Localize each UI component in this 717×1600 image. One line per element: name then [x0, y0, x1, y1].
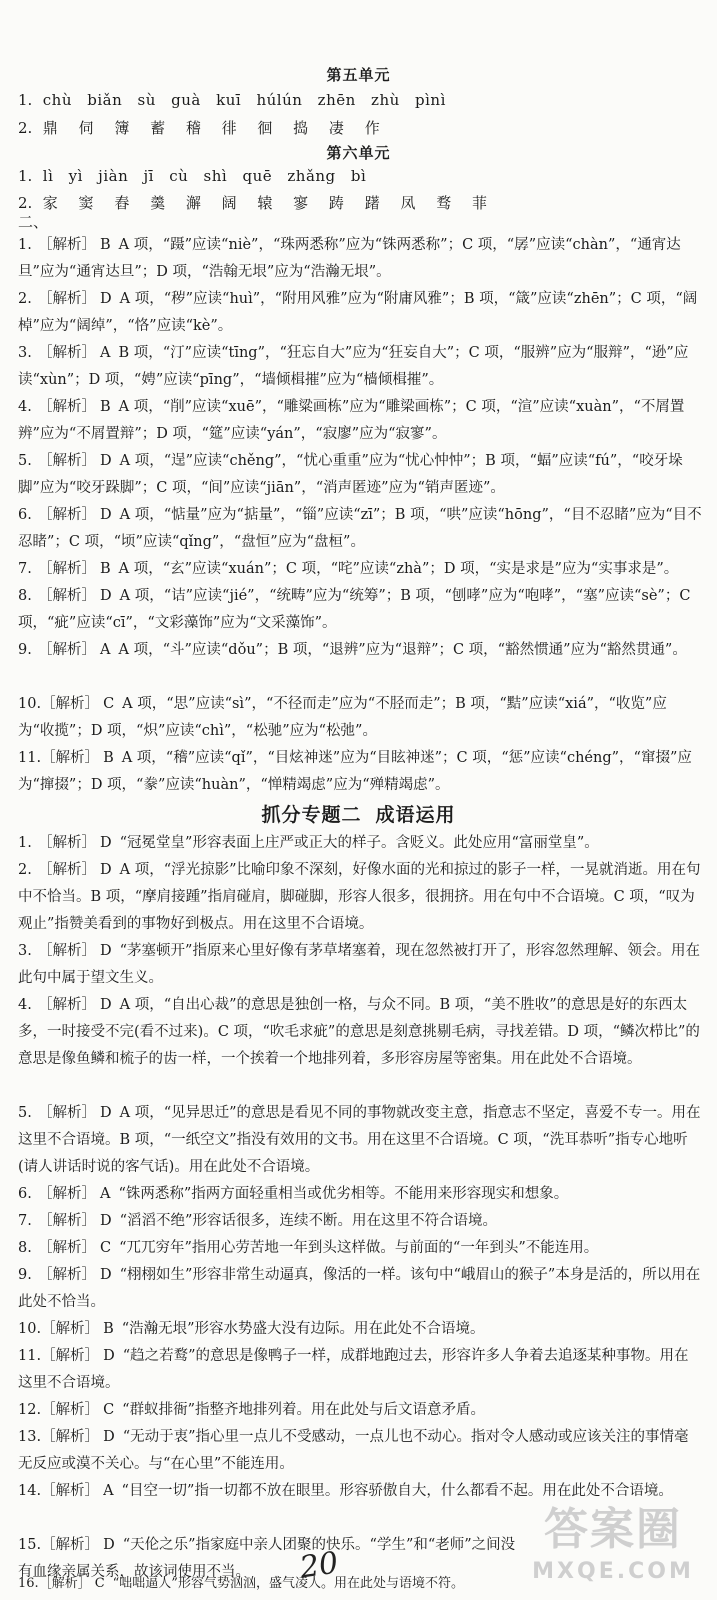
list-item: 3. ［解析］ A B 项，“汀”应读“tīng”，“狂忘自大”应为“狂妄自大”；C 项，“服辨”应为“服辩”，“逊”应读“xùn”；D 项，“娉”应读“pīng”，“墙倾楫摧”应为“樯倾楫摧”。 — [18, 345, 689, 388]
line-number: 1. — [18, 167, 33, 185]
part2-label: 二、 — [18, 213, 49, 231]
line-number: 2. — [18, 194, 33, 212]
list-item: 6. ［解析］ A “铢两悉称”指两方面轻重相当或优劣相等。不能用来形容现实和想象。 — [18, 1186, 569, 1202]
list-item: 12.［解析］ C “群蚁排衙”指整齐地排列着。用在此处与后文语意矛盾。 — [18, 1402, 485, 1418]
list-item: 10.［解析］ B “浩瀚无垠”形容水势盛大没有边际。用在此处不合语境。 — [18, 1321, 485, 1337]
list-item: 5. ［解析］ D A 项，“见异思迁”的意思是看见不同的事物就改变主意，指意志不坚定，喜爱不专一。用在这里不合语境。B 项，“一纸空文”指没有效用的文书。用在这里不合语境。C 项，“洗耳恭听”指专心地听(请人讲话时说的客气话)。用在此处不合语境。 — [18, 1105, 701, 1175]
unit6-title: 第六单元 — [326, 144, 391, 162]
list-item: 9. ［解析］ A A 项，“斗”应读“dǒu”；B 项，“退辨”应为“退辩”；C 项，“豁然惯通”应为“豁然贯通”。 — [18, 642, 687, 658]
unit5-pinyin-line — [18, 90, 708, 110]
list-item: 11.［解析］ D “趋之若鹜”的意思是像鸭子一样，成群地跑过去，形容许多人争着去追逐某种事物。用在这里不合语境。 — [18, 1348, 689, 1391]
list-item: 3. ［解析］ D “茅塞顿开”指原来心里好像有茅草堵塞着，现在忽然被打开了，形容忽然理解、领会。用在此句中属于望文生义。 — [18, 943, 700, 986]
list-item: 13.［解析］ D “无动于衷”指心里一点儿不受感动，一点儿也不动心。指对令人感动或应该关注的事情毫无反应或漠不关心。与“在心里”不能连用。 — [18, 1429, 689, 1472]
list-item: 5. ［解析］ D A 项，“逞”应读“chěng”，“忧心重重”应为“忧心忡忡”；B 项，“蝠”应读“fú”，“咬牙垛脚”应为“咬牙跺脚”；C 项，“间”应读“jiān”，“消声匿迹”应为“销声匿迹”。 — [18, 453, 683, 496]
list-item: 4. ［解析］ D A 项，“自出心裁”的意思是独创一格，与众不同。B 项，“美不胜收”的意思是好的东西太多，一时接受不完(看不过来)。C 项，“吹毛求疵”的意思是刻意挑剔毛病，寻找差错。D 项，“鳞次栉比”的意思是像鱼鳞和梳子的齿一样，一个挨着一个地排列着，多形容房屋等密集。用在此处不合语境。 — [18, 997, 700, 1067]
unit5-title: 第五单元 — [326, 66, 391, 84]
list-item: 7. ［解析］ D “滔滔不绝”形容话很多，连续不断。用在这里不符合语境。 — [18, 1213, 497, 1229]
list-item: 1. ［解析］ D “冠冕堂皇”形容表面上庄严或正大的样子。含贬义。此处应用“富丽堂皇”。 — [18, 835, 599, 851]
list-item: 2. ［解析］ D A 项，“浮光掠影”比喻印象不深刻，好像水面的光和掠过的影子一样，一晃就消逝。用在句中不恰当。B 项，“摩肩接踵”指肩碰肩，脚碰脚，形容人很多，很拥挤。用在句中不合语境。C 项，“叹为观止”指赞美看到的事物好到极点。用在这里不合语境。 — [18, 862, 701, 932]
list-item: 10.［解析］ C A 项，“思”应读“sì”，“不径而走”应为“不胫而走”；B 项，“黠”应读“xiá”，“收览”应为“收揽”；D 项，“炽”应读“chì”，“松驰”应为“松弛”。 — [18, 696, 667, 739]
list-item: 8. ［解析］ C “兀兀穷年”指用心劳苦地一年到头这样做。与前面的“一年到头”不能连用。 — [18, 1240, 599, 1256]
unit6-pinyin-line — [18, 166, 708, 186]
list-item: 4. ［解析］ B A 项，“削”应读“xuē”，“雕粱画栋”应为“雕梁画栋”；C 项，“渲”应读“xuàn”，“不屑置辨”应为“不屑置辩”；D 项，“筵”应读“yán”，“寂廖”应为“寂寥”。 — [18, 399, 685, 442]
pinyin-answers: lì yì jiàn jī cù shì quē zhǎng bì — [42, 167, 367, 185]
list-item: 15.［解析］ D “天伦之乐”指家庭中亲人团聚的快乐。“学生”和“老师”之间没有血缘亲属关系，故该词使用不当。 — [18, 1537, 516, 1580]
watermark-logo: 答案圈 MXQE.COM — [532, 1504, 694, 1584]
list-item: 2. ［解析］ D A 项，“秽”应读“huì”，“附用风雅”应为“附庸风雅”；B 项，“箴”应读“zhēn”；C 项，“阔棹”应为“阔绰”，“恪”应读“kè”。 — [18, 291, 698, 334]
list-item: 11.［解析］ B A 项，“稽”应读“qǐ”，“目炫神迷”应为“目眩神迷”；C 项，“惩”应读“chéng”，“窜掇”应为“撺掇”；D 项，“豢”应读“huàn”，“惮精竭虑”应为“殚精竭虑”。 — [18, 750, 692, 793]
unit6-hanzi-line — [18, 193, 708, 213]
hanzi-answers: 家 窦 舂 羹 澥 阔 辕 寥 踌 躇 凤 骛 菲 — [42, 194, 495, 212]
page-number: 20 — [297, 1545, 341, 1586]
hanzi-answers: 鼎 伺 簿 蓄 稽 徘 徊 捣 凄 作 — [42, 119, 388, 137]
list-item: 7. ［解析］ B A 项，“玄”应读“xuán”；C 项，“咤”应读“zhà”；D 项，“实是求是”应为“实事求是”。 — [18, 561, 679, 577]
list-item: 14.［解析］ A “目空一切”指一切都不放在眼里。形容骄傲自大，什么都看不起。用在此处不合语境。 — [18, 1483, 673, 1499]
list-item: 1. ［解析］ B A 项，“蹑”应读“niè”，“珠两悉称”应为“铢两悉称”；C 项，“孱”应读“chàn”，“通宵达旦”应为“通宵达旦”；D 项，“浩翰无垠”应为“浩瀚无垠”。 — [18, 237, 681, 280]
list-item: 9. ［解析］ D “栩栩如生”形容非常生动逼真，像活的一样。该句中“峨眉山的猴子”本身是活的，所以用在此处不恰当。 — [18, 1267, 701, 1310]
unit5-hanzi-line — [18, 118, 708, 138]
pinyin-answers: chù biǎn sù guà kuī húlún zhēn zhù pìnì — [42, 91, 446, 109]
section-title: 抓分专题二 成语运用 — [261, 804, 456, 826]
list-item: 6. ［解析］ D A 项，“惦量”应为“掂量”，“锱”应读“zī”；B 项，“哄”应读“hōng”，“目不忍睹”应为“目不忍睹”；C 项，“顷”应读“qǐng”，“盘恒”应为“盘桓”。 — [18, 507, 702, 550]
list-item: 8. ［解析］ D A 项，“诘”应读“jié”，“统畴”应为“统筹”；B 项，“刨哮”应为“咆哮”，“塞”应读“sè”；C 项，“疵”应读“cī”，“文彩藻饰”应为“文采藻饰”。 — [18, 588, 691, 631]
list-item: 16.［解析］ C “咄咄逼人”形容气势汹汹，盛气凌人。用在此处与语境不符。 — [18, 1576, 464, 1591]
line-number: 2. — [18, 119, 33, 137]
line-number: 1. — [18, 91, 33, 109]
